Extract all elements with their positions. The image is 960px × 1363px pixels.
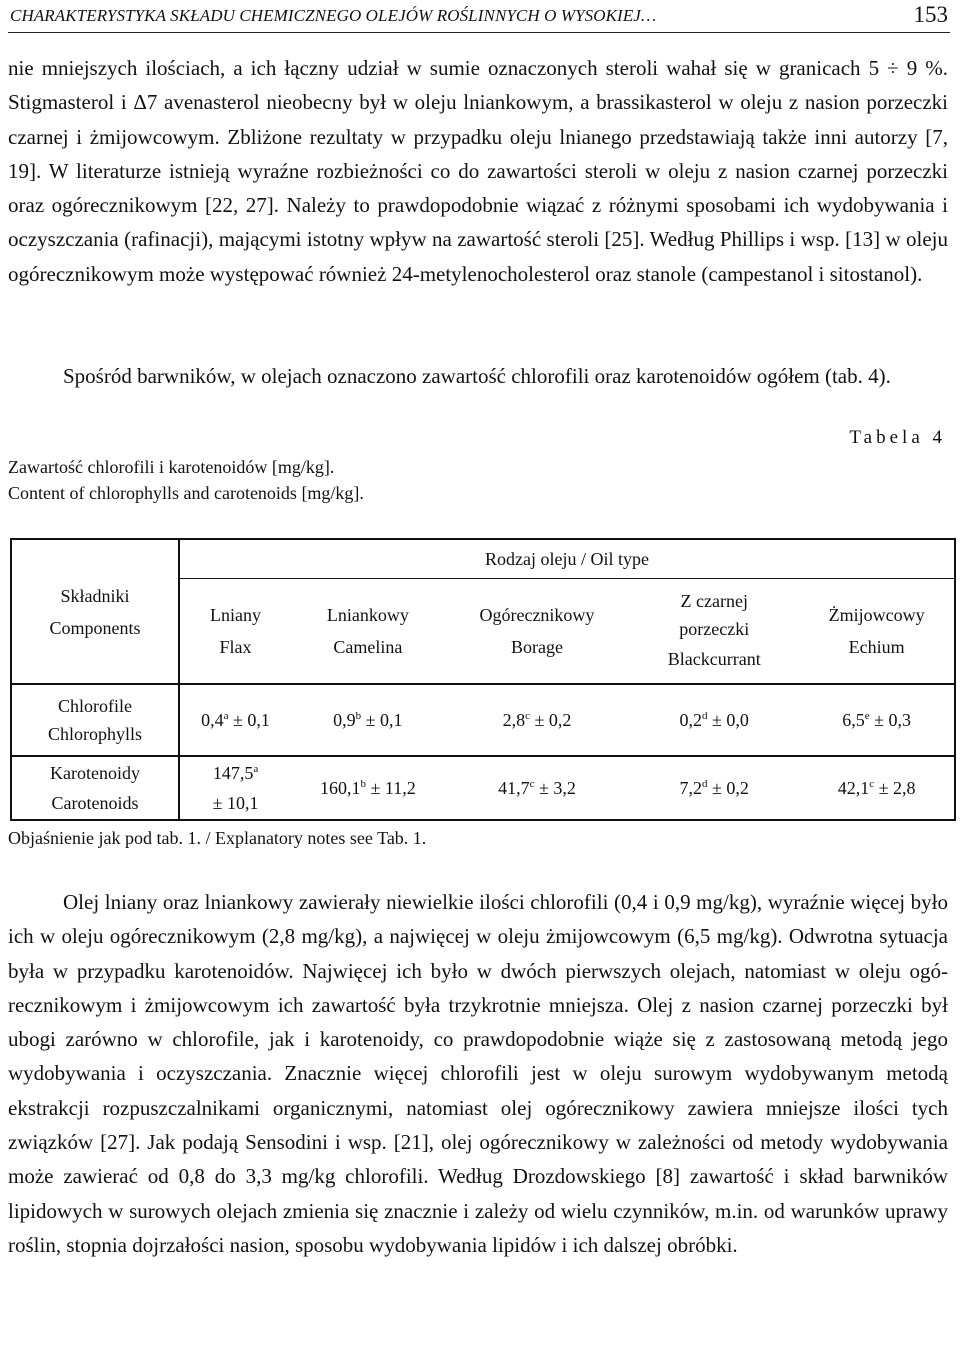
table-cell (445, 684, 630, 756)
cell-value: 42,1 (837, 778, 870, 798)
table-caption-en: Content of chlorophylls and carotenoids [mg/kg]. (8, 483, 364, 503)
table-cell (799, 756, 955, 820)
row-header-chlorophylls (11, 684, 179, 756)
cell-sd: ± 0,1 (233, 710, 270, 730)
cell-value: 0,9 (333, 710, 356, 730)
paragraph-pigments-intro: Spośród barwników, w olejach oznaczono zawartość chlorofili oraz karotenoidów ogółem (tab. 4). (63, 364, 891, 388)
table-cell (799, 684, 955, 756)
cell-value: 0,2 (679, 710, 703, 730)
cell-significance: e (864, 710, 870, 722)
cell-significance: b (355, 710, 362, 722)
table-label: Tabela 4 (849, 427, 946, 448)
table-cell (179, 756, 291, 820)
column-header-echium (799, 579, 955, 685)
components-header-pl: Składniki (60, 585, 130, 606)
components-header-en: Components (49, 617, 141, 638)
row-header-en: Chlorophylls (47, 724, 142, 744)
table-caption-pl: Zawartość chlorofili i karotenoidów [mg/kg]. (8, 457, 335, 477)
cell-significance: a (223, 710, 229, 722)
cell-significance: d (702, 778, 708, 790)
cell-value: 41,7 (498, 778, 530, 798)
table-cell (291, 756, 445, 820)
cell-value: 7,2 (679, 778, 703, 798)
cell-significance: c (529, 778, 535, 790)
cell-value: 160,1 (319, 778, 361, 798)
oil-type-header: Rodzaj oleju / Oil type (179, 539, 955, 579)
cell-significance: b (360, 778, 366, 790)
cell-value: 0,4 (201, 710, 224, 730)
running-title: CHARAKTERYSTYKA SKŁADU CHEMICZNEGO OLEJÓW ROŚLINNYCH O WYSOKIEJ… (10, 6, 657, 25)
table-cell (629, 756, 799, 820)
cell-value: 2,8 (502, 710, 526, 730)
column-header-en: Blackcurrant (667, 649, 761, 669)
row-header-pl: Chlorofile (58, 696, 132, 716)
components-header-cell (11, 539, 179, 684)
table-cell (179, 684, 291, 756)
column-header-en: Flax (219, 637, 252, 657)
table-cell (445, 756, 630, 820)
cell-sd: ± 2,8 (878, 778, 916, 798)
table-row-carotenoids (11, 756, 955, 820)
table-cell (291, 684, 445, 756)
column-header-pl: Z czarnej porzeczki (679, 591, 750, 639)
table-cell (629, 684, 799, 756)
cell-value: 147,5 (212, 763, 254, 783)
cell-significance: d (702, 710, 708, 722)
column-header-camelina (291, 579, 445, 685)
cell-sd: ± 11,2 (370, 778, 416, 798)
column-header-en: Echium (848, 637, 905, 657)
row-header-carotenoids (11, 756, 179, 820)
cell-sd: ± 3,2 (538, 778, 576, 798)
paragraph-pigments-discussion: Olej lniany oraz lniankowy zawierały niewielkie ilości chlorofili (0,4 i 0,9 mg/kg), wyraźnie więcej było ich w oleju ogórecznikowym (2,8 mg/kg), a najwięcej w oleju żmijowcowym (6,5 mg/kg). Odwrotna sytuacja była w przypadku karotenoidów. Najwięcej ich było w dwóch pierwszych olejach, natomiast w oleju ogórecznikowym i żmijowcowym ich zawartość była trzykrotnie mniejsza. Olej z nasion czarnej porzeczki był ubogi zarówno w chlorofile, jak i karotenoidy, co prawdopodobnie wiąże się z zastosowaną metodą jego wydobywania i oczyszczania. Znacznie więcej chlorofili jest w oleju surowym wydobywanym metodą ekstrakcji rozpuszczalnikami organicznymi, natomiast olej ogórecznikowy zawiera mniejsze ilości tych związków [27]. Jak podają Sensodini i wsp. [21], olej ogórecznikowy w zależności od metody wydobywania może zawierać od 0,8 do 3,3 mg/kg chlorofili. Według Drozdowskiego [8] zawartość i skład barwników lipidowych w surowych olejach zmienia się znacznie i zależy od wielu czynników, m.in. od warunków uprawy roślin, stopnia dojrzałości nasion, sposobu wydobywania lipidów i ich dalszej obróbki. (8, 890, 948, 1257)
pigments-table (10, 538, 956, 821)
column-header-pl: Żmijowcowy (828, 605, 925, 625)
column-header-en: Camelina (333, 637, 403, 657)
table-note: Objaśnienie jak pod tab. 1. / Explanatory notes see Tab. 1. (8, 828, 427, 848)
column-header-en: Borage (510, 637, 563, 657)
column-header-blackcurrant (629, 579, 799, 685)
page-number: 153 (913, 2, 948, 27)
cell-sd: ± 0,1 (365, 710, 403, 730)
column-header-flax (179, 579, 291, 685)
column-header-pl: Ogórecznikowy (479, 605, 595, 625)
running-header (8, 2, 950, 33)
table-row-chlorophylls (11, 684, 955, 756)
row-header-pl: Karotenoidy (50, 763, 140, 783)
row-header-en: Carotenoids (51, 793, 139, 813)
cell-value: 6,5 (842, 710, 865, 730)
cell-sd: ± 0,2 (712, 778, 749, 798)
cell-significance: c (869, 778, 875, 790)
cell-sd: ± 10,1 (212, 793, 259, 813)
cell-significance: a (253, 763, 259, 775)
column-header-pl: Lniany (210, 605, 261, 625)
cell-sd: ± 0,2 (534, 710, 572, 730)
cell-sd: ± 0,0 (712, 710, 749, 730)
column-header-borage (445, 579, 630, 685)
column-header-pl: Lniankowy (326, 605, 409, 625)
cell-sd: ± 0,3 (874, 710, 911, 730)
paragraph-sterols: nie mniejszych ilościach, a ich łączny udział w sumie oznaczonych steroli wahał się w granicach 5 ÷ 9 %. Stigmasterol i Δ7 avenasterol nieobecny był w oleju lniankowym, a brassikasterol w oleju z nasion porzeczki czarnej i żmijowcowym. Zbliżone rezultaty w przypadku oleju lnianego przedstawiają także inni autorzy [7, 19]. W literaturze istnieją wyraźne rozbieżności co do zawartości steroli w oleju z nasion czarnej porzeczki oraz ogórecznikowym [22, 27]. Należy to prawdopodobnie wiązać z różnymi sposobami ich wydobywania i oczyszczania (rafinacji), mającymi istotny wpływ na zawartość steroli [25]. Według Phillips i wsp. [13] w oleju ogórecznikowym może występować również 24-metylenocholesterol oraz stanole (campestanol i sitostanol). (8, 56, 948, 286)
cell-significance: c (525, 710, 530, 722)
